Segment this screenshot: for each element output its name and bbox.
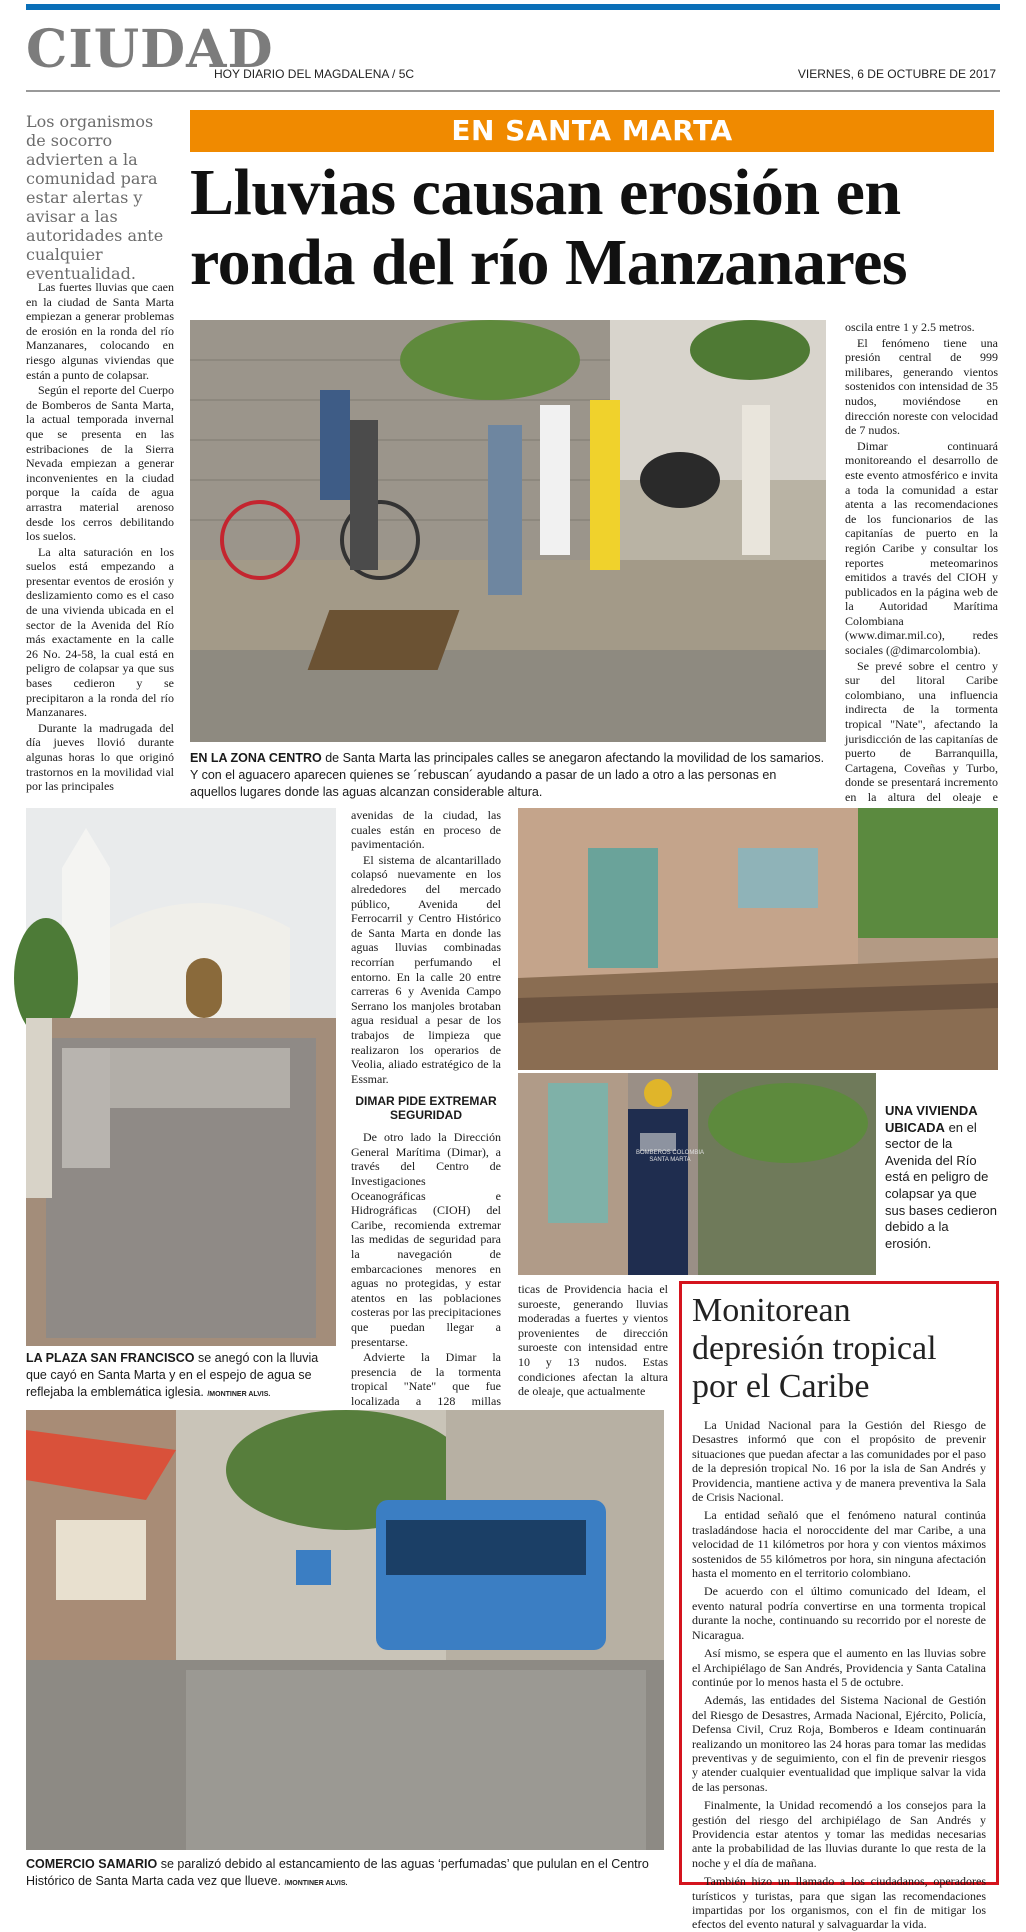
plaza-illustration: [26, 808, 336, 1346]
caption-text: en el sector de la Avenida del Río está en peligro de colapsar ya que sus bases cedieron debido a la erosión.: [885, 1119, 998, 1251]
caption-text: se paralizó debido al estancamiento de las aguas ‘perfumadas’ que pululan en el Centro Histórico de Santa Marta cada vez que llueve.: [26, 1857, 649, 1888]
paragraph: El sistema de alcantarillado colapsó nuevamente en los alrededores del mercado público, Avenida del Ferrocarril y Centro Histórico de Santa Marta en donde las aguas lluvias combinadas recorrían perfumando el entorno. En la calle 20 entre carreras 6 y Avenida Campo Serrano los manjoles brotaban agua residual a pesar de los trabajos de limpieza que realizaron los operarios de Veolia, aliado estratégico de la Essmar.: [351, 852, 501, 1086]
paragraph: Las fuertes lluvias que caen en la ciudad de Santa Marta empiezan a generar problemas de erosión en la ronda del río Manzanares, colocando en riesgo algunas viviendas que están a punto de colapsar.: [26, 280, 174, 382]
firefighter-jacket-text: BOMBEROS COLOMBIA SANTA MARTA: [635, 1150, 704, 1163]
paragraph: Finalmente, la Unidad recomendó a los consejos para la gestión del riesgo del archipiélago de San Andrés y Providencia estar atentos y tomar las medidas necesarias ante la probabilidad de las lluvias durante lo que resta de la noche y el día de mañana.: [692, 1798, 986, 1870]
article-subhead: Los organismos de socorro advierten a la comunidad para estar alertas y avisar a las autoridades ante cualquier eventualidad.: [26, 112, 164, 283]
sidebar-title: Monitorean depresión tropical por el Caribe: [692, 1292, 937, 1405]
paragraph: Dimar continuará monitoreando el desarrollo de este evento atmosférico e invita a toda la comunidad a estar atenta a las recomendaciones de los funcionarios de las capitanías de puerto en la región Caribe y consultar los reportes meteomarinos emitidos a través del CIOH y publicados en la página web de la Autoridad Marítima Colombiana (www.dimar.mil.co), redes sociales (@dimarcolombia).: [845, 438, 998, 658]
paragraph: ticas de Providencia hacia el suroeste, generando lluvias moderadas a fuertes y vientos provenientes de dirección suroeste con intensidad entre 10 y 13 nudos. Estas condiciones afectan la altura de oleaje, que actualmente: [518, 1282, 668, 1399]
paragraph: Así mismo, se espera que el aumento en las lluvias sobre el Archipiélago de San Andrés, Providencia y Santa Catalina continúe por lo menos hasta el 5 de octubre.: [692, 1646, 986, 1689]
paragraph: La entidad señaló que el fenómeno natural continúa trasladándose hacia el noroccidente del mar Caribe, a una velocidad de 11 kilómetros por hora y con vientos máximos sostenidos de 55 kilómetros por hora, sin ninguna afectación hasta el momento en el territorio colombiano.: [692, 1508, 986, 1581]
caption-lead: COMERCIO SAMARIO: [26, 1857, 158, 1871]
paragraph: oscila entre 1 y 2.5 metros.: [845, 320, 975, 334]
main-photo-caption: [190, 750, 826, 801]
sidebar-box: [679, 1281, 999, 1932]
photo-credit: /MONTINER ALVIS.: [284, 1880, 348, 1887]
article-column-continuation: [518, 1282, 668, 1400]
paragraph: Además, las entidades del Sistema Nacional de Gestión del Riesgo de Desastres, Armada Nacional, Ejército, Policía, Defensa Civil, Cruz Roja, Bomberos e Ideam continuarán realizando un monitoreo las 24 horas para tomar las medidas preventivas y de seguimiento, con el fin de prevenir riesgos y atender cualquier eventualidad que implique salvar la vida de las personas.: [692, 1693, 986, 1794]
flood-scene-illustration: [190, 320, 826, 742]
firefighter-illustration: [518, 1073, 876, 1275]
paragraph: Según el reporte del Cuerpo de Bomberos de Santa Marta, la actual temporada invernal que se presenta en las estribaciones de la Sierra Nevada empiezan a generar inconvenientes en la ciudad porque la caída de agua arrastra material arenoso desde los cerros debilitando los suelos.: [26, 383, 174, 544]
article-column-left: [26, 280, 174, 795]
main-photo-flooded-street: [190, 320, 826, 742]
caption-text: se anegó con la lluvia que cayó en Santa Marta y en el espejo de agua se reflejaba la emblemática iglesia.: [26, 1351, 319, 1399]
paragraph: De acuerdo con el último comunicado del Ideam, el evento natural podría convertirse en una tormenta tropical durante la noche, continuando su recorrido por el noreste de Nicaragua.: [692, 1584, 986, 1642]
comercio-samario-photo: [26, 1410, 664, 1850]
paragraph: De otro lado la Dirección General Marítima (Dimar), a través del Centro de Investigaciones Oceanográficas e Hidrográficas (CIOH) del Caribe, recomienda extremar las medidas de seguridad para la navegación de embarcaciones menores en aguas no protegidas, y estar atentos en las poblaciones costeras por las precipitaciones que puedan llegar a presentarse.: [351, 1130, 501, 1349]
subtitle-dimar: DIMAR PIDE EXTREMAR SEGURIDAD: [355, 1094, 497, 1123]
caption-text: de Santa Marta las principales calles se anegaron afectando la movilidad de los samarios. Y con el aguacero aparecen quienes se ´rebuscan´ ayudando a pasar de un lado a otro a las personas en aquellos lugares donde las aguas alcanzan considerable altura.: [190, 751, 825, 799]
paragraph: avenidas de la ciudad, las cuales están en proceso de pavimentación.: [351, 808, 501, 852]
paragraph: La Unidad Nacional para la Gestión del Riesgo de Desastres informó que con el propósito de prevenir situaciones que puedan afectar a las comunidades por el paso de la depresión tropical No. 16 por la isla de San Andrés y Providencia, mantiene activa y de manera preventiva la Sala de Crisis Nacional.: [692, 1418, 986, 1505]
eroded-house-photo: [518, 808, 998, 1070]
caption-lead: LA PLAZA SAN FRANCISCO: [26, 1351, 195, 1365]
house-illustration: [518, 808, 998, 1070]
paper-name: HOY DIARIO DEL MAGDALENA / 5C: [214, 67, 415, 81]
plaza-photo-caption: [26, 1350, 336, 1403]
house-photo-caption: [885, 1103, 998, 1252]
street-flood-illustration: [26, 1410, 664, 1850]
header-rule: [26, 90, 1000, 92]
firefighter-photo: [518, 1073, 876, 1275]
caption-lead: EN LA ZONA CENTRO: [190, 751, 322, 765]
comercio-photo-caption: [26, 1856, 671, 1892]
paragraph: Se prevé sobre el centro y sur del litoral Caribe colombiano, una influencia indirecta de la tormenta tropical "Nate", afectando la jurisdicción de las capitanías de puerto de Barranquilla, Cartagena, Coveñas y Turbo, donde se presentará incremento en la altura del oleaje e: [845, 658, 998, 804]
sidebar-body: [692, 1418, 986, 1932]
paragraph: El fenómeno tiene una presión central de 999 milibares, generando vientos sostenidos con intensidad de 35 nudos, moviéndose en dirección noreste con velocidad de 7 nudos.: [845, 335, 998, 438]
paragraph: Advierte la Dimar la presencia de la tormenta tropical "Nate" que fue localizada a 128 millas: [351, 1350, 501, 1408]
article-column-right: [845, 320, 998, 820]
article-headline: Lluvias causan erosión en ronda del río Manzanares: [190, 156, 908, 299]
article-kicker: EN SANTA MARTA: [190, 110, 994, 152]
caption-lead: UNA VIVIENDA UBICADA: [885, 1103, 978, 1135]
top-accent-bar: [26, 4, 1000, 10]
plaza-san-francisco-photo: [26, 808, 336, 1346]
paragraph: También hizo un llamado a los ciudadanos, operadores turísticos y turistas, para que sigan las recomendaciones impartidas por los organismos, con el fin de mitigar los efectos del evento natural y salvaguardar la vida.: [692, 1874, 986, 1932]
photo-credit: /MONTINER ALVIS.: [207, 1391, 271, 1398]
article-column-middle: [351, 808, 501, 1439]
paragraph: La alta saturación en los suelos está empezando a presentar eventos de erosión y deslizamiento como es el caso de una vivienda ubicada en el sector de la Avenida del Río más exactamente en la calle 26 No. 24-58, la cual está en peligro de colapsar ya que sus bases cedieron y se precipitaron a la ronda del río Manzanares.: [26, 544, 174, 720]
section-title: CIUDAD: [26, 19, 274, 80]
paragraph: Durante la madrugada del día jueves llovió durante algunas horas lo que originó trastornos en la movilidad vial por las principales: [26, 720, 174, 794]
issue-date: VIERNES, 6 DE OCTUBRE DE 2017: [797, 67, 996, 81]
